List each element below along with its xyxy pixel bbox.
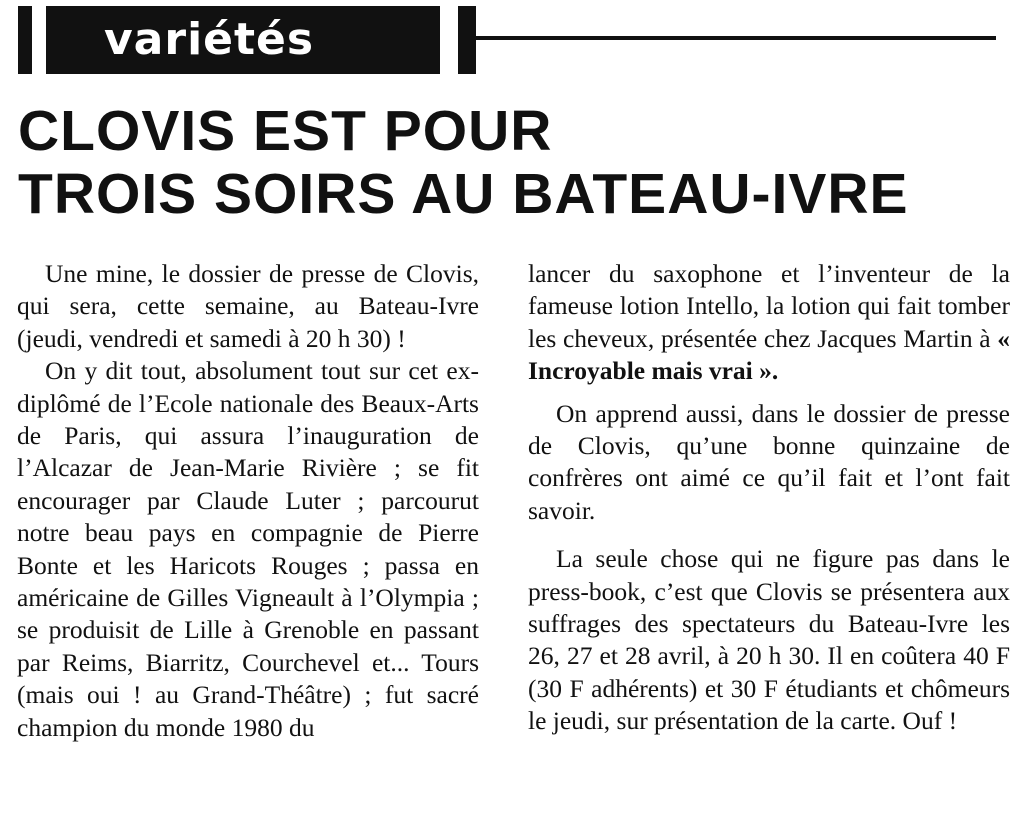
paragraph-2: On y dit tout, absolument tout sur cet ex-diplômé de l’Ecole nationale des Beaux-Arts de Paris, qui assura l’inauguration de l’Alcazar de Jean-Marie Rivière ; se fit encourager par Claude Luter ; parcourut notre beau pays en compagnie de Pierre Bonte et les Haricots Rouges ; passa en américaine de Gilles Vigneault à l’Olympia ; se produisit de Lille à Grenoble en passant par Reims, Biarritz, Courchevel et... Tours (mais oui ! au Grand-Théâtre) ; fut sacré champion du monde 1980 du xyxy=(17,356,479,742)
paragraph-4: La seule chose qui ne figure pas dans le press-book, c’est que Clovis se présentera aux suffrages des spectateurs du Bateau-Ivre les 26, 27 et 28 avril, à 20 h 30. Il en coûtera 40 F (30 F adhérents) et 30 F étudiants et chômeurs le jeudi, sur présentation de la carte. Ouf ! xyxy=(528,544,1010,736)
show-title: « Incroyable mais vrai ». xyxy=(528,323,1010,386)
headline-line-1: CLOVIS EST POUR xyxy=(18,99,553,163)
article-column-right xyxy=(528,258,1010,738)
paragraph-2-continued xyxy=(528,258,1010,388)
section-rubric: variétés xyxy=(46,6,440,74)
rubric-left-bar xyxy=(18,6,32,74)
paragraph-3: On apprend aussi, dans le dossier de presse de Clovis, qu’une bonne quinzaine de confrères ont aimé ce qu’il fait et l’ont fait savoir. xyxy=(528,398,1010,525)
article-column-left xyxy=(17,258,479,744)
headline xyxy=(18,100,1008,226)
paragraph-1: Une mine, le dossier de presse de Clovis, qui sera, cette semaine, au Bateau-Ivre (jeudi, vendredi et samedi à 20 h 30) ! xyxy=(17,259,479,353)
paragraph-2-continued-text: lancer du saxophone et l’inventeur de la fameuse lotion Intello, la lotion qui fait tomber les cheveux, présentée chez Jacques Martin à xyxy=(528,259,1010,353)
rubric-rule xyxy=(476,36,996,40)
rubric-right-bar xyxy=(458,6,476,74)
headline-line-2: TROIS SOIRS AU BATEAU-IVRE xyxy=(18,162,909,226)
